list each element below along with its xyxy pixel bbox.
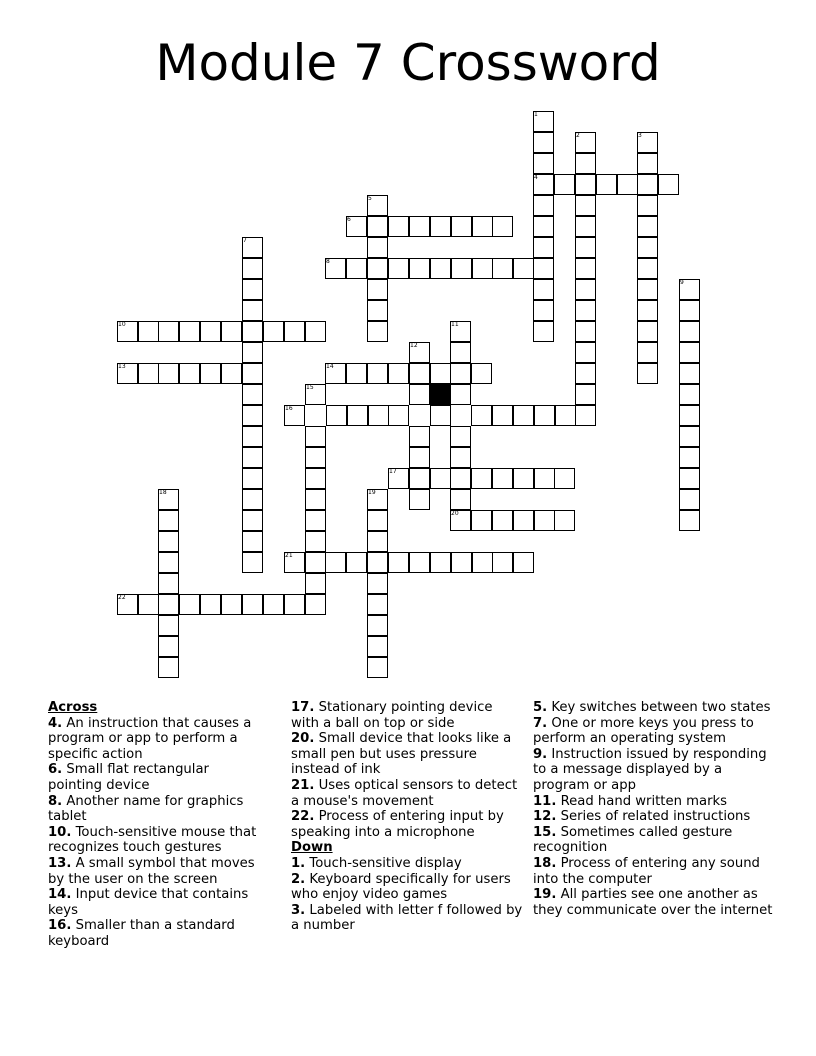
grid-cell[interactable] xyxy=(409,342,430,363)
grid-cell[interactable] xyxy=(533,279,554,300)
grid-cell[interactable] xyxy=(533,216,554,237)
grid-cell[interactable] xyxy=(305,447,326,468)
grid-cell[interactable] xyxy=(158,573,179,594)
grid-cell[interactable] xyxy=(409,258,430,279)
grid-cell[interactable] xyxy=(533,195,554,216)
clue-number: 15 xyxy=(306,384,314,391)
clue-column-1 xyxy=(48,700,266,950)
grid-cell[interactable] xyxy=(158,552,179,573)
grid-cell[interactable] xyxy=(679,300,700,321)
grid-cell[interactable] xyxy=(284,321,305,342)
grid-cell[interactable] xyxy=(326,405,347,426)
grid-cell[interactable] xyxy=(450,363,471,384)
clue-across-10: 10. Touch-sensitive mouse that recognizes touch gestures xyxy=(48,824,257,856)
clue-down-7: 7. One or more keys you press to perform an operating system xyxy=(533,715,754,747)
grid-cell[interactable] xyxy=(305,531,326,552)
grid-cell[interactable] xyxy=(158,363,179,384)
grid-cell[interactable] xyxy=(346,363,367,384)
grid-cell[interactable] xyxy=(575,174,596,195)
grid-cell[interactable] xyxy=(637,300,658,321)
grid-cell[interactable] xyxy=(158,531,179,552)
grid-cell[interactable] xyxy=(450,468,471,489)
grid-cell[interactable] xyxy=(451,258,472,279)
grid-cell[interactable] xyxy=(158,615,179,636)
grid-cell[interactable] xyxy=(450,510,471,531)
clue-number: 13 xyxy=(118,363,126,370)
grid-cell[interactable] xyxy=(305,321,326,342)
clue-across-4: 4. An instruction that causes a program or app to perform a specific action xyxy=(48,715,252,762)
grid-cell[interactable] xyxy=(450,489,471,510)
grid-cell[interactable] xyxy=(242,321,263,342)
clue-number: 12 xyxy=(410,342,418,349)
grid-cell[interactable] xyxy=(221,594,242,615)
grid-cell[interactable] xyxy=(367,531,388,552)
grid-cell[interactable] xyxy=(471,363,492,384)
grid-cell[interactable] xyxy=(242,510,263,531)
grid-cell[interactable] xyxy=(305,594,326,615)
clue-number: 11 xyxy=(451,321,459,328)
grid-cell[interactable] xyxy=(242,237,263,258)
grid-cell[interactable] xyxy=(658,174,679,195)
grid-cell[interactable] xyxy=(637,195,658,216)
grid-cell[interactable] xyxy=(450,447,471,468)
grid-cell[interactable] xyxy=(555,405,576,426)
grid-cell[interactable] xyxy=(575,237,596,258)
grid-cell[interactable] xyxy=(367,552,388,573)
clue-number: 1 xyxy=(534,111,538,118)
grid-cell[interactable] xyxy=(430,468,451,489)
clue-across-13: 13. A small symbol that moves by the user on the screen xyxy=(48,855,255,887)
grid-cell[interactable] xyxy=(179,363,200,384)
grid-cell[interactable] xyxy=(325,258,346,279)
clue-across-22: 22. Process of entering input by speaking into a microphone xyxy=(291,809,504,840)
grid-cell[interactable] xyxy=(388,363,409,384)
clue-number: 10 xyxy=(118,321,126,328)
grid-cell[interactable] xyxy=(513,405,534,426)
grid-cell[interactable] xyxy=(430,258,451,279)
black-cell xyxy=(430,384,451,405)
grid-cell[interactable] xyxy=(679,405,700,426)
grid-cell[interactable] xyxy=(388,216,409,237)
grid-cell[interactable] xyxy=(367,237,388,258)
grid-cell[interactable] xyxy=(138,321,159,342)
grid-cell[interactable] xyxy=(242,531,263,552)
grid-cell[interactable] xyxy=(221,321,242,342)
grid-cell[interactable] xyxy=(409,447,430,468)
grid-cell[interactable] xyxy=(242,468,263,489)
clue-across-6: 6. Small flat rectangular pointing device xyxy=(48,762,209,793)
grid-cell[interactable] xyxy=(263,594,284,615)
grid-cell[interactable] xyxy=(409,384,430,405)
clue-number: 9 xyxy=(680,279,684,286)
clue-down-5: 5. Key switches between two states xyxy=(533,700,771,715)
clue-number: 16 xyxy=(285,405,293,412)
grid-cell[interactable] xyxy=(367,321,388,342)
grid-cell[interactable] xyxy=(492,468,513,489)
grid-cell[interactable] xyxy=(367,216,388,237)
grid-cell[interactable] xyxy=(513,510,534,531)
clue-down-18: 18. Process of entering any sound into the computer xyxy=(533,855,760,887)
grid-cell[interactable] xyxy=(513,468,534,489)
grid-cell[interactable] xyxy=(138,363,159,384)
grid-cell[interactable] xyxy=(679,468,700,489)
grid-cell[interactable] xyxy=(158,510,179,531)
grid-cell[interactable] xyxy=(158,321,179,342)
grid-cell[interactable] xyxy=(430,405,451,426)
grid-cell[interactable] xyxy=(513,258,534,279)
grid-cell[interactable] xyxy=(534,510,555,531)
grid-cell[interactable] xyxy=(575,363,596,384)
grid-cell[interactable] xyxy=(679,363,700,384)
down-header: Down xyxy=(291,840,333,856)
grid-cell[interactable] xyxy=(637,321,658,342)
clue-number: 19 xyxy=(368,489,376,496)
grid-cell[interactable] xyxy=(117,363,138,384)
grid-cell[interactable] xyxy=(533,132,554,153)
grid-cell[interactable] xyxy=(158,636,179,657)
clue-down-2: 2. Keyboard specifically for users who enjoy video games xyxy=(291,871,511,903)
grid-cell[interactable] xyxy=(575,195,596,216)
grid-cell[interactable] xyxy=(242,489,263,510)
grid-cell[interactable] xyxy=(367,363,388,384)
clue-down-11: 11. Read hand written marks xyxy=(533,793,727,809)
grid-cell[interactable] xyxy=(430,216,451,237)
grid-cell[interactable] xyxy=(533,258,554,279)
grid-cell[interactable] xyxy=(533,321,554,342)
grid-cell[interactable] xyxy=(637,279,658,300)
grid-cell[interactable] xyxy=(637,153,658,174)
grid-cell[interactable] xyxy=(472,258,493,279)
grid-cell[interactable] xyxy=(533,111,554,132)
across-header: Across xyxy=(48,700,98,715)
grid-cell[interactable] xyxy=(305,573,326,594)
grid-cell[interactable] xyxy=(263,321,284,342)
grid-cell[interactable] xyxy=(409,552,430,573)
grid-cell[interactable] xyxy=(533,153,554,174)
grid-cell[interactable] xyxy=(409,426,430,447)
grid-cell[interactable] xyxy=(305,489,326,510)
grid-cell[interactable] xyxy=(138,594,159,615)
grid-cell[interactable] xyxy=(242,447,263,468)
grid-cell[interactable] xyxy=(409,363,430,384)
grid-cell[interactable] xyxy=(575,342,596,363)
grid-cell[interactable] xyxy=(554,468,575,489)
grid-cell[interactable] xyxy=(575,153,596,174)
grid-cell[interactable] xyxy=(637,363,658,384)
clue-number: 6 xyxy=(347,216,351,223)
grid-cell[interactable] xyxy=(451,552,472,573)
grid-cell[interactable] xyxy=(221,363,242,384)
grid-cell[interactable] xyxy=(367,615,388,636)
grid-cell[interactable] xyxy=(388,258,409,279)
grid-cell[interactable] xyxy=(409,216,430,237)
grid-cell[interactable] xyxy=(242,405,263,426)
grid-cell[interactable] xyxy=(679,279,700,300)
grid-cell[interactable] xyxy=(575,300,596,321)
grid-cell[interactable] xyxy=(430,363,451,384)
grid-cell[interactable] xyxy=(158,489,179,510)
clue-down-9: 9. Instruction issued by responding to a message displayed by a program or app xyxy=(533,746,767,793)
grid-cell[interactable] xyxy=(679,510,700,531)
grid-cell[interactable] xyxy=(284,552,305,573)
grid-cell[interactable] xyxy=(367,195,388,216)
grid-cell[interactable] xyxy=(325,552,346,573)
grid-cell[interactable] xyxy=(305,510,326,531)
grid-cell[interactable] xyxy=(284,594,305,615)
grid-cell[interactable] xyxy=(367,510,388,531)
clue-across-17: 17. Stationary pointing device with a ball on top or side xyxy=(291,700,493,731)
grid-cell[interactable] xyxy=(492,552,513,573)
grid-cell[interactable] xyxy=(367,300,388,321)
grid-cell[interactable] xyxy=(533,174,554,195)
grid-cell[interactable] xyxy=(367,636,388,657)
grid-cell[interactable] xyxy=(305,468,326,489)
grid-cell[interactable] xyxy=(533,237,554,258)
grid-cell[interactable] xyxy=(242,258,263,279)
grid-cell[interactable] xyxy=(430,552,451,573)
grid-cell[interactable] xyxy=(305,552,326,573)
grid-cell[interactable] xyxy=(325,363,346,384)
page-title: Module 7 Crossword xyxy=(155,34,661,92)
grid-cell[interactable] xyxy=(617,174,638,195)
grid-cell[interactable] xyxy=(242,594,263,615)
grid-cell[interactable] xyxy=(242,384,263,405)
grid-cell[interactable] xyxy=(554,174,575,195)
grid-cell[interactable] xyxy=(472,552,493,573)
clue-number: 8 xyxy=(326,258,330,265)
grid-cell[interactable] xyxy=(367,573,388,594)
grid-cell[interactable] xyxy=(450,426,471,447)
clue-down-15: 15. Sometimes called gesture recognition xyxy=(533,824,733,856)
clue-number: 5 xyxy=(368,195,372,202)
grid-cell[interactable] xyxy=(409,468,430,489)
clue-across-14: 14. Input device that contains keys xyxy=(48,887,249,918)
grid-cell[interactable] xyxy=(367,489,388,510)
clue-down-3: 3. Labeled with letter f followed by a number xyxy=(291,902,523,934)
clue-down-1: 1. Touch-sensitive display xyxy=(291,855,462,871)
grid-cell[interactable] xyxy=(637,258,658,279)
grid-cell[interactable] xyxy=(200,363,221,384)
grid-cell[interactable] xyxy=(637,237,658,258)
grid-cell[interactable] xyxy=(679,321,700,342)
grid-cell[interactable] xyxy=(367,594,388,615)
clue-across-16: 16. Smaller than a standard keyboard xyxy=(48,918,235,949)
grid-cell[interactable] xyxy=(367,279,388,300)
grid-cell[interactable] xyxy=(242,300,263,321)
grid-cell[interactable] xyxy=(347,405,368,426)
clue-number: 2 xyxy=(576,132,580,139)
grid-cell[interactable] xyxy=(305,426,326,447)
grid-cell[interactable] xyxy=(368,405,389,426)
clue-down-12: 12. Series of related instructions xyxy=(533,809,751,825)
clue-number: 7 xyxy=(243,237,247,244)
grid-cell[interactable] xyxy=(242,363,263,384)
grid-cell[interactable] xyxy=(637,216,658,237)
grid-cell[interactable] xyxy=(242,426,263,447)
grid-cell[interactable] xyxy=(575,132,596,153)
grid-cell[interactable] xyxy=(451,216,472,237)
grid-cell[interactable] xyxy=(367,657,388,678)
grid-cell[interactable] xyxy=(492,216,513,237)
grid-cell[interactable] xyxy=(679,342,700,363)
grid-cell[interactable] xyxy=(242,552,263,573)
grid-cell[interactable] xyxy=(305,384,326,405)
grid-cell[interactable] xyxy=(284,405,305,426)
grid-cell[interactable] xyxy=(450,321,471,342)
clue-number: 17 xyxy=(389,468,397,475)
grid-cell[interactable] xyxy=(471,510,492,531)
grid-cell[interactable] xyxy=(117,321,138,342)
clue-column-3 xyxy=(533,700,773,918)
grid-cell[interactable] xyxy=(388,468,409,489)
grid-cell[interactable] xyxy=(409,489,430,510)
grid-cell[interactable] xyxy=(388,405,409,426)
clue-across-8: 8. Another name for graphics tablet xyxy=(48,793,244,825)
grid-cell[interactable] xyxy=(179,594,200,615)
clue-number: 3 xyxy=(638,132,642,139)
clue-across-21: 21. Uses optical sensors to detect a mouse's movement xyxy=(291,777,518,809)
grid-cell[interactable] xyxy=(471,468,492,489)
grid-cell[interactable] xyxy=(679,426,700,447)
clue-number: 18 xyxy=(159,489,167,496)
grid-cell[interactable] xyxy=(242,342,263,363)
grid-cell[interactable] xyxy=(637,342,658,363)
grid-cell[interactable] xyxy=(575,384,596,405)
grid-cell[interactable] xyxy=(679,447,700,468)
grid-cell[interactable] xyxy=(534,468,555,489)
grid-cell[interactable] xyxy=(158,657,179,678)
grid-cell[interactable] xyxy=(492,510,513,531)
grid-cell[interactable] xyxy=(346,258,367,279)
grid-cell[interactable] xyxy=(472,216,493,237)
grid-cell[interactable] xyxy=(554,510,575,531)
grid-cell[interactable] xyxy=(575,258,596,279)
grid-cell[interactable] xyxy=(200,321,221,342)
grid-cell[interactable] xyxy=(637,132,658,153)
grid-cell[interactable] xyxy=(367,258,388,279)
grid-cell[interactable] xyxy=(533,300,554,321)
grid-cell[interactable] xyxy=(200,594,221,615)
clue-number: 22 xyxy=(118,594,126,601)
clue-number: 21 xyxy=(285,552,293,559)
grid-cell[interactable] xyxy=(575,216,596,237)
grid-cell[interactable] xyxy=(450,342,471,363)
clue-across-20: 20. Small device that looks like a small pen but uses pressure instead of ink xyxy=(291,731,512,778)
grid-cell[interactable] xyxy=(492,405,513,426)
grid-cell[interactable] xyxy=(117,594,138,615)
clue-number: 4 xyxy=(534,174,538,181)
grid-cell[interactable] xyxy=(575,279,596,300)
clue-column-2 xyxy=(291,700,523,934)
grid-cell[interactable] xyxy=(471,405,492,426)
grid-cell[interactable] xyxy=(637,174,658,195)
clue-number: 20 xyxy=(451,510,459,517)
grid-cell[interactable] xyxy=(346,552,367,573)
grid-cell[interactable] xyxy=(534,405,555,426)
grid-cell[interactable] xyxy=(179,321,200,342)
grid-cell[interactable] xyxy=(492,258,513,279)
grid-cell[interactable] xyxy=(575,321,596,342)
clue-number: 14 xyxy=(326,363,334,370)
grid-cell[interactable] xyxy=(346,216,367,237)
grid-cell[interactable] xyxy=(158,594,179,615)
grid-cell[interactable] xyxy=(679,384,700,405)
grid-cell[interactable] xyxy=(679,489,700,510)
grid-cell[interactable] xyxy=(388,552,409,573)
grid-cell[interactable] xyxy=(242,279,263,300)
grid-cell[interactable] xyxy=(513,552,534,573)
grid-cell[interactable] xyxy=(596,174,617,195)
clue-down-19: 19. All parties see one another as they communicate over the internet xyxy=(533,887,773,918)
grid-cell[interactable] xyxy=(450,384,471,405)
grid-cell[interactable] xyxy=(575,405,596,426)
